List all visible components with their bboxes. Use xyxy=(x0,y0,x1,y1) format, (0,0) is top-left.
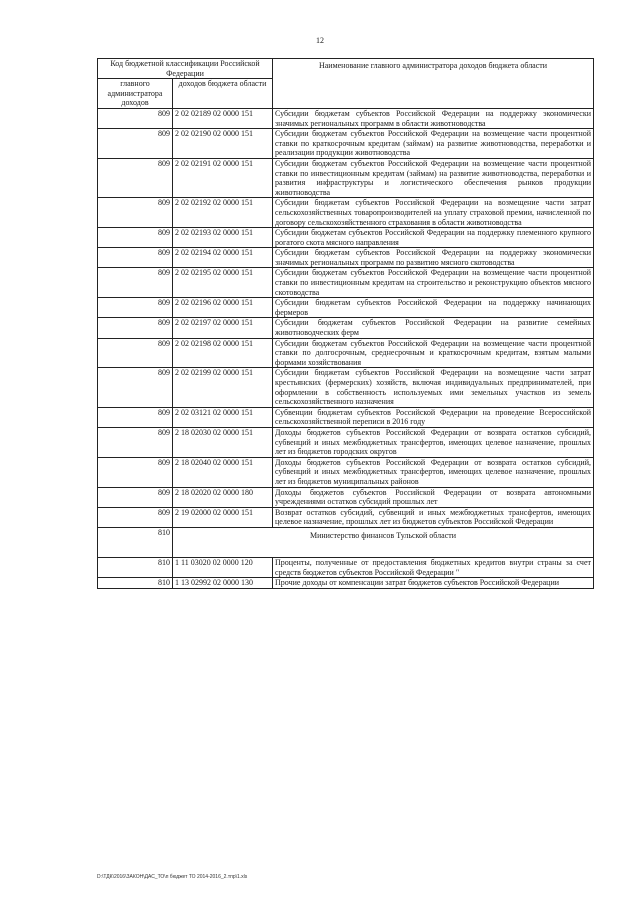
table-row xyxy=(98,457,594,487)
name-cell: Возврат остатков субсидий, субвенций и иных межбюджетных трансфертов, имеющих целевое назначение, прошлых лет из бюджетов субъектов Российской Федерации xyxy=(273,507,594,527)
income-code-cell: 2 02 02192 02 0000 151 xyxy=(173,198,273,228)
income-code-cell: 2 02 02199 02 0000 151 xyxy=(173,368,273,407)
table-row xyxy=(98,427,594,457)
header-income-code: доходов бюджета области xyxy=(173,79,273,109)
income-code-cell: 2 02 02195 02 0000 151 xyxy=(173,268,273,298)
income-code-cell: 2 02 02193 02 0000 151 xyxy=(173,228,273,248)
header-classification-code: Код бюджетной классификации Российской Федерации xyxy=(98,59,273,79)
income-code-cell: 2 02 02194 02 0000 151 xyxy=(173,248,273,268)
name-cell: Субсидии бюджетам субъектов Российской Федерации на возмещение части процентной ставки по инвестиционным кредитам (займам) на развитие животноводства, переработки и развития инфраструктуры и логистического обеспечения рынков продукции животноводства xyxy=(273,158,594,197)
admin-code-cell: 809 xyxy=(98,108,173,128)
section-admin-code: 810 xyxy=(98,527,173,557)
name-cell: Субвенции бюджетам субъектов Российской Федерации на проведение Всероссийской сельскохозяйственной переписи в 2016 году xyxy=(273,407,594,427)
page-number: 12 xyxy=(316,36,324,45)
income-code-cell: 2 18 02040 02 0000 151 xyxy=(173,457,273,487)
income-code-cell: 2 02 02190 02 0000 151 xyxy=(173,129,273,159)
table-row xyxy=(98,368,594,407)
footer-file-path: D:\ТДК\2016\ЗАКОН\ДАС_ТО\п бюджет ТО 2014-2016_2.тпр\1.xls xyxy=(97,874,248,880)
table-row xyxy=(98,407,594,427)
name-cell: Субсидии бюджетам субъектов Российской Федерации на поддержку экономически значимых региональных программ по развитию мясного скотоводства xyxy=(273,248,594,268)
name-cell: Доходы бюджетов субъектов Российской Федерации от возврата остатков субсидий, субвенций и иных межбюджетных трансфертов, имеющих целевое назначение, прошлых лет из бюджетов городских округов xyxy=(273,427,594,457)
name-cell: Доходы бюджетов субъектов Российской Федерации от возврата остатков субсидий, субвенций и иных межбюджетных трансфертов, имеющих целевое назначение, прошлых лет из бюджетов муниципальных районов xyxy=(273,457,594,487)
table-row xyxy=(98,298,594,318)
table-body xyxy=(98,108,594,527)
income-code-cell: 2 02 02198 02 0000 151 xyxy=(173,338,273,368)
header-name: Наименование главного администратора доходов бюджета области xyxy=(273,59,594,109)
table-row xyxy=(98,198,594,228)
section-header-row xyxy=(98,527,594,557)
income-code-cell: 2 02 02191 02 0000 151 xyxy=(173,158,273,197)
admin-code-cell: 809 xyxy=(98,318,173,338)
admin-code-cell: 810 xyxy=(98,578,173,589)
name-cell: Субсидии бюджетам субъектов Российской Федерации на возмещение части затрат крестьянских (фермерских) хозяйств, включая индивидуальных предпринимателей, при оформлении в собственность используемых ими земельных участков из земель сельскохозяйственного назначения xyxy=(273,368,594,407)
table-header-row xyxy=(98,59,594,79)
admin-code-cell: 809 xyxy=(98,368,173,407)
income-code-cell: 2 18 02020 02 0000 180 xyxy=(173,487,273,507)
name-cell: Субсидии бюджетам субъектов Российской Федерации на поддержку экономически значимых региональных программ в области животноводства xyxy=(273,108,594,128)
budget-classification-table xyxy=(97,58,594,589)
admin-code-cell: 809 xyxy=(98,129,173,159)
section-810 xyxy=(98,527,594,557)
section-table-body xyxy=(98,557,594,588)
section-title: Министерство финансов Тульской области xyxy=(173,527,594,557)
income-code-cell: 2 02 02196 02 0000 151 xyxy=(173,298,273,318)
name-cell: Доходы бюджетов субъектов Российской Федерации от возврата автономными учреждениями остатков субсидий прошлых лет xyxy=(273,487,594,507)
name-cell: Субсидии бюджетам субъектов Российской Федерации на поддержку начинающих фермеров xyxy=(273,298,594,318)
name-cell: Субсидии бюджетам субъектов Российской Федерации на поддержку племенного крупного рогатого скота мясного направления xyxy=(273,228,594,248)
admin-code-cell: 809 xyxy=(98,248,173,268)
table-row xyxy=(98,507,594,527)
table-row xyxy=(98,557,594,577)
name-cell: Проценты, полученные от предоставления бюджетных кредитов внутри страны за счет средств бюджетов субъектов Российской Федерации " xyxy=(273,557,594,577)
name-cell: Субсидии бюджетам субъектов Российской Федерации на возмещение части процентной ставки по инвестиционным кредитам на строительство и реконструкцию объектов мясного скотоводства xyxy=(273,268,594,298)
admin-code-cell: 809 xyxy=(98,427,173,457)
admin-code-cell: 809 xyxy=(98,198,173,228)
income-code-cell: 2 02 03121 02 0000 151 xyxy=(173,407,273,427)
admin-code-cell: 809 xyxy=(98,228,173,248)
admin-code-cell: 809 xyxy=(98,268,173,298)
table-row xyxy=(98,108,594,128)
table-row xyxy=(98,248,594,268)
income-code-cell: 1 13 02992 02 0000 130 xyxy=(173,578,273,589)
table-row xyxy=(98,228,594,248)
table-row xyxy=(98,268,594,298)
income-code-cell: 1 11 03020 02 0000 120 xyxy=(173,557,273,577)
table-row xyxy=(98,158,594,197)
admin-code-cell: 809 xyxy=(98,507,173,527)
admin-code-cell: 809 xyxy=(98,487,173,507)
income-code-cell: 2 02 02197 02 0000 151 xyxy=(173,318,273,338)
name-cell: Субсидии бюджетам субъектов Российской Федерации на возмещение части процентной ставки по краткосрочным кредитам (займам) на развитие животноводства, переработки и реализации продукции животноводства xyxy=(273,129,594,159)
admin-code-cell: 809 xyxy=(98,298,173,318)
income-code-cell: 2 19 02000 02 0000 151 xyxy=(173,507,273,527)
name-cell: Субсидии бюджетам субъектов Российской Федерации на возмещение части процентной ставки по долгосрочным, среднесрочным и краткосрочным кредитам, взятым малыми формами хозяйствования xyxy=(273,338,594,368)
income-code-cell: 2 18 02030 02 0000 151 xyxy=(173,427,273,457)
admin-code-cell: 809 xyxy=(98,407,173,427)
table-row xyxy=(98,318,594,338)
admin-code-cell: 810 xyxy=(98,557,173,577)
admin-code-cell: 809 xyxy=(98,158,173,197)
table-row xyxy=(98,487,594,507)
admin-code-cell: 809 xyxy=(98,338,173,368)
header-admin-code: главного администратора доходов xyxy=(98,79,173,109)
table-row xyxy=(98,578,594,589)
name-cell: Прочие доходы от компенсации затрат бюджетов субъектов Российской Федерации xyxy=(273,578,594,589)
income-code-cell: 2 02 02189 02 0000 151 xyxy=(173,108,273,128)
name-cell: Субсидии бюджетам субъектов Российской Федерации на развитие семейных животноводческих ферм xyxy=(273,318,594,338)
name-cell: Субсидии бюджетам субъектов Российской Федерации на возмещение части затрат сельскохозяйственных товаропроизводителей на уплату страховой премии, начисленной по договору сельскохозяйственного страхования в области животноводства xyxy=(273,198,594,228)
table-row xyxy=(98,338,594,368)
table-row xyxy=(98,129,594,159)
admin-code-cell: 809 xyxy=(98,457,173,487)
